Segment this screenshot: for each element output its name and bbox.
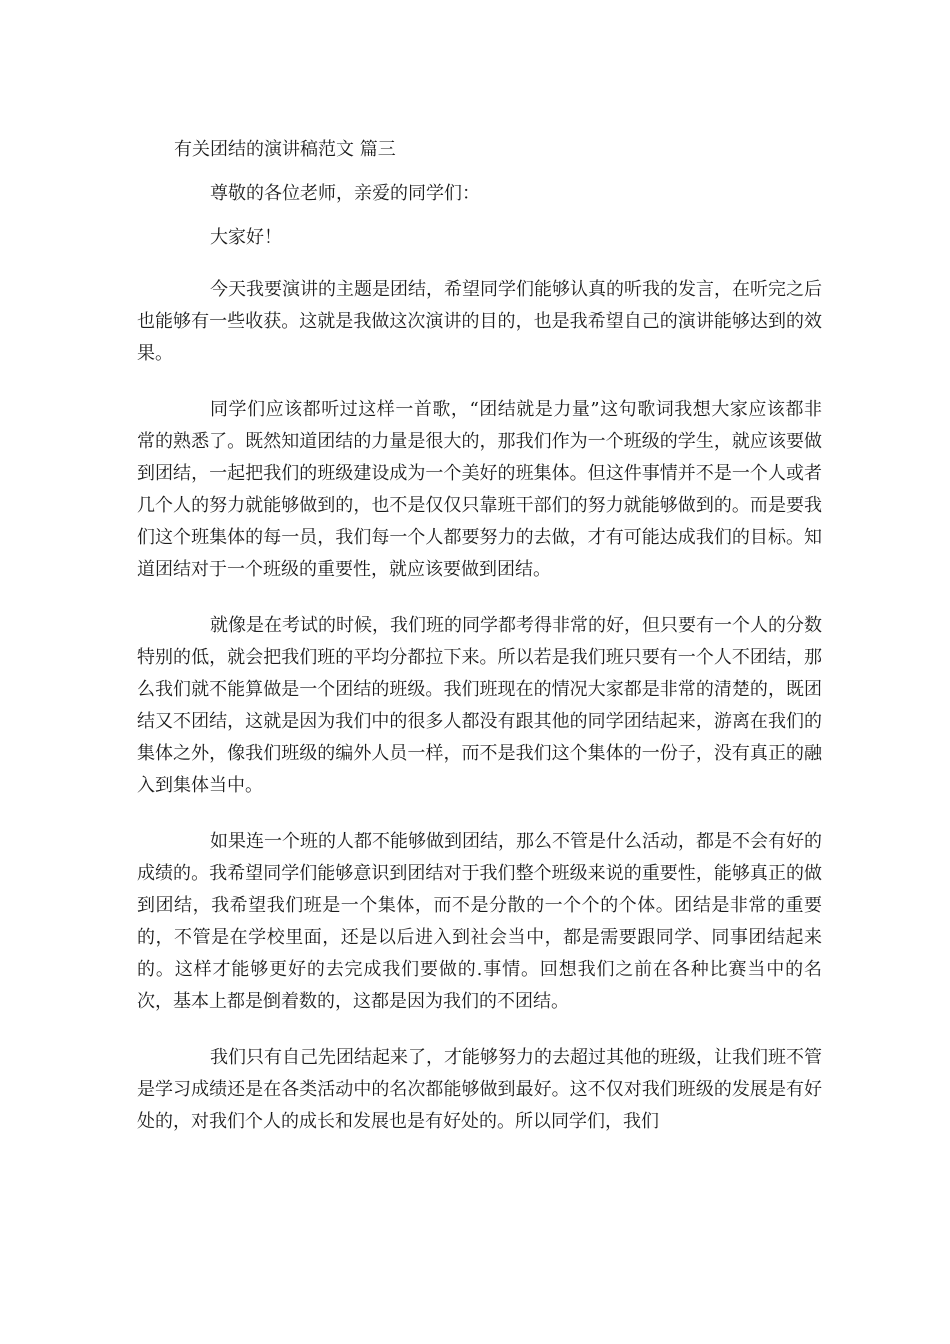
paragraph-1: 今天我要演讲的主题是团结，希望同学们能够认真的听我的发言，在听完之后也能够有一些收获。这就是我做这次演讲的目的，也是我希望自己的演讲能够达到的效果。 xyxy=(137,279,822,364)
paragraph-3: 就像是在考试的时候，我们班的同学都考得非常的好，但只要有一个人的分数特别的低，就会把我们班的平均分都拉下来。所以若是我们班只要有一个人不团结，那么我们就不能算做是一个团结的班级。我们班现在的情况大家都是非常的清楚的，既团结又不团结，这就是因为我们中的很多人都没有跟其他的同学团结起来，游离在我们的集体之外，像我们班级的编外人员一样，而不是我们这个集体的一份子，没有真正的融入到集体当中。 xyxy=(137,615,822,796)
paragraph-5: 我们只有自己先团结起来了，才能够努力的去超过其他的班级，让我们班不管是学习成绩还是在各类活动中的名次都能够做到最好。这不仅对我们班级的发展是有好处的，对我们个人的成长和发展也是有好处的。所以同学们，我们 xyxy=(137,1047,822,1132)
paragraph-4: 如果连一个班的人都不能够做到团结，那么不管是什么活动，都是不会有好的成绩的。我希望同学们能够意识到团结对于我们整个班级来说的重要性，能够真正的做到团结，我希望我们班是一个集体，而不是分散的一个个的个体。团结是非常的重要的，不管是在学校里面，还是以后进入到社会当中，都是需要跟同学、同事团结起来的。这样才能够更好的去完成我们要做的.事情。回想我们之前在各种比赛当中的名次，基本上都是倒着数的，这都是因为我们的不团结。 xyxy=(137,831,822,1012)
body-text xyxy=(137,274,822,1138)
greeting: 大家好！ xyxy=(210,227,282,248)
salutation: 尊敬的各位老师，亲爱的同学们： xyxy=(210,183,480,204)
document-title: 有关团结的演讲稿范文 篇三 xyxy=(174,139,396,160)
document-page xyxy=(137,128,822,1162)
paragraph-2: 同学们应该都听过这样一首歌，“团结就是力量”这句歌词我想大家应该都非常的熟悉了。既然知道团结的力量是很大的，那我们作为一个班级的学生，就应该要做到团结，一起把我们的班级建设成为一个美好的班集体。但这件事情并不是一个人或者几个人的努力就能够做到的，也不是仅仅只靠班干部们的努力就能够做到的。而是要我们这个班集体的每一员，我们每一个人都要努力的去做，才有可能达成我们的目标。知道团结对于一个班级的重要性，就应该要做到团结。 xyxy=(137,399,822,580)
